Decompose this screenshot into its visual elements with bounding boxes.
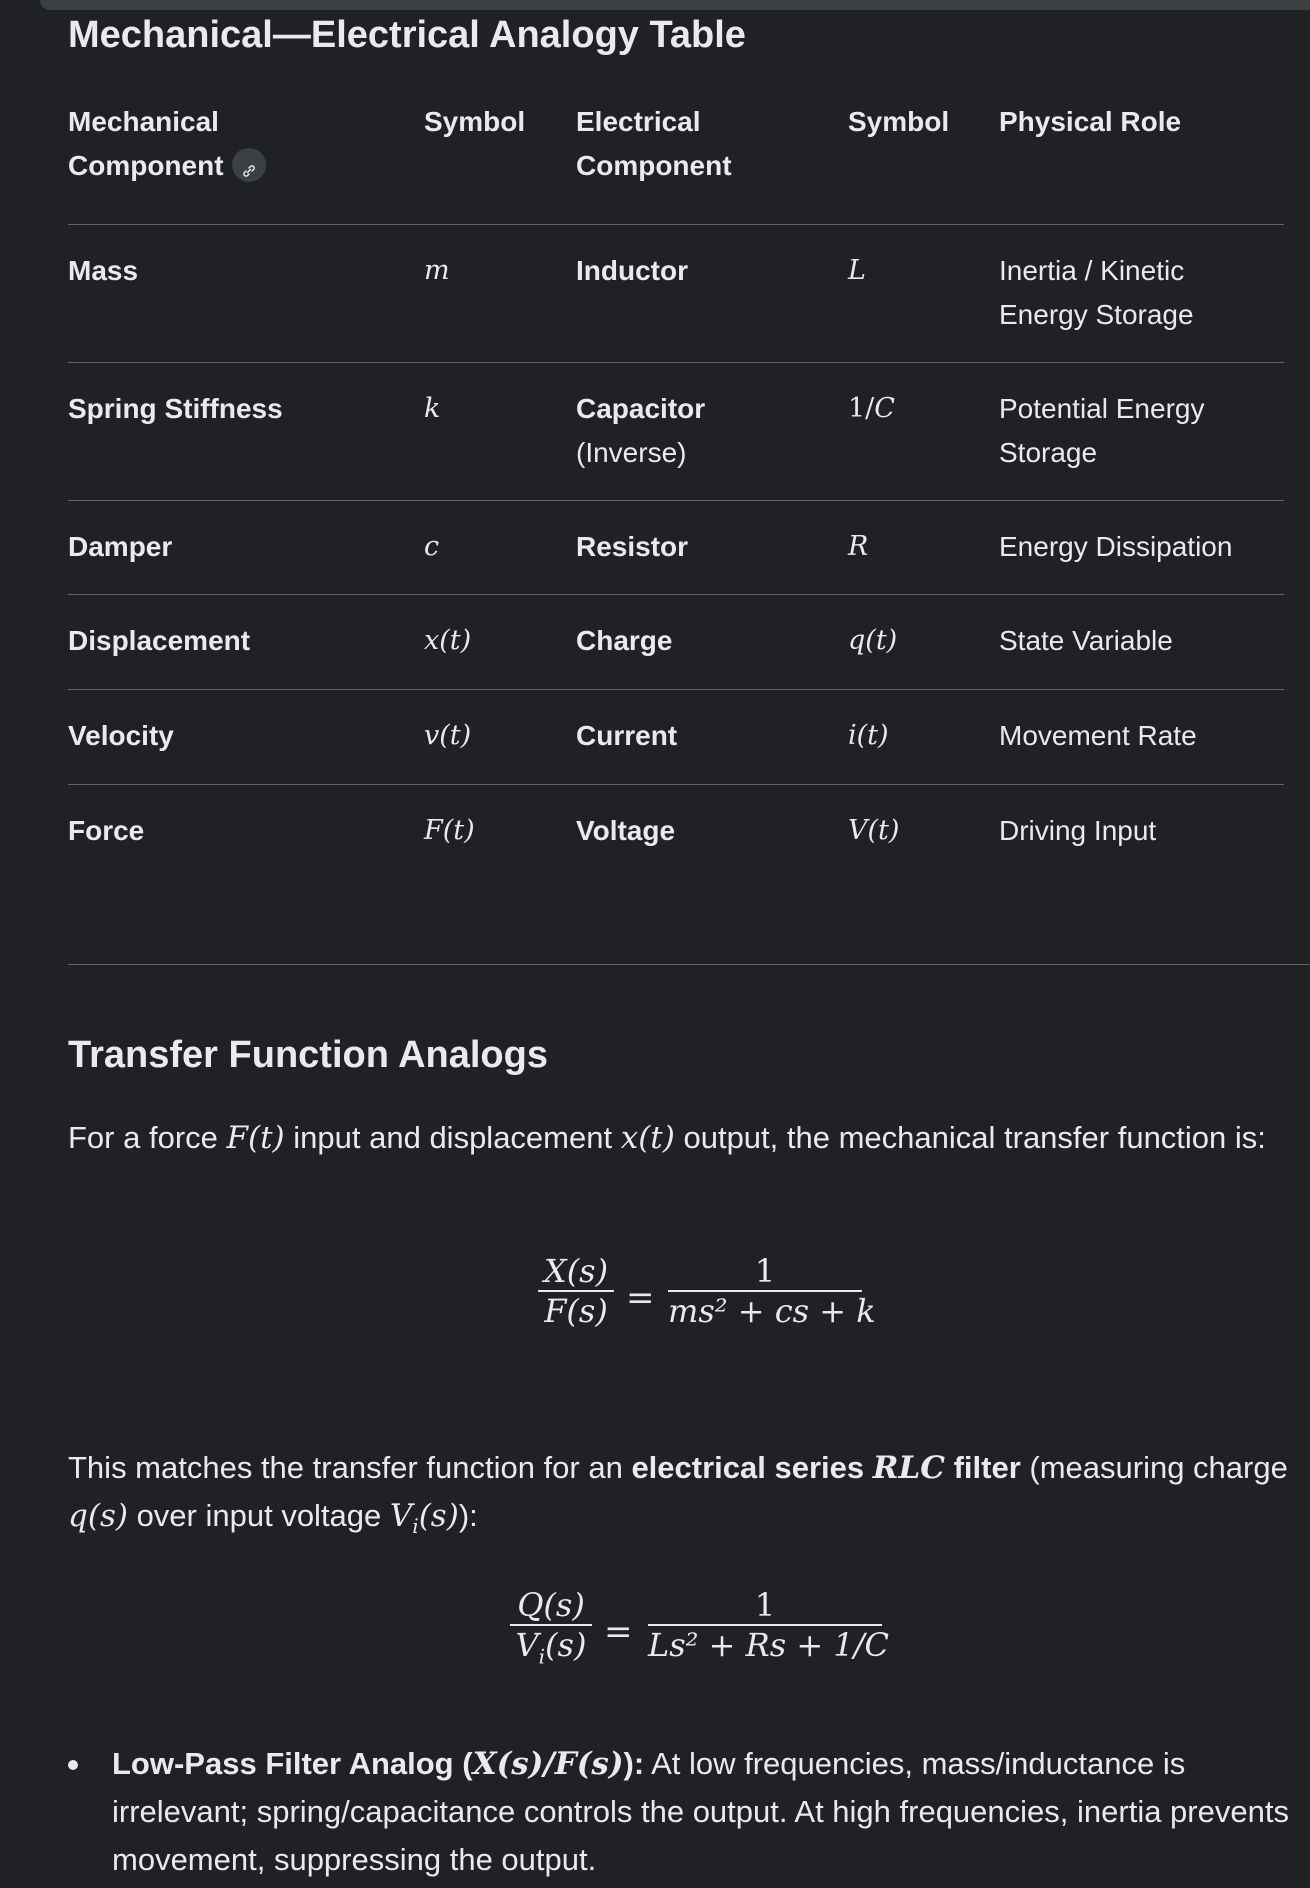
- fraction-rhs: [648, 1586, 889, 1664]
- header-symbol-electrical: Symbol: [848, 106, 950, 137]
- table-row: [68, 501, 1284, 595]
- list-item-text: [112, 1740, 1298, 1884]
- text: This matches the transfer function for an: [68, 1450, 632, 1485]
- text: output, the mechanical transfer function is:: [674, 1120, 1266, 1155]
- cell-elec-symbol: q(t): [848, 625, 898, 656]
- equation-mechanical-tf: [520, 1252, 880, 1352]
- electrical-name: Capacitor: [576, 393, 706, 424]
- bullet-dot: [68, 1760, 78, 1770]
- header-elec-line1: Electrical: [576, 106, 701, 137]
- fraction-rhs: [668, 1252, 876, 1330]
- fraction-lhs: [510, 1586, 592, 1668]
- table-row: [68, 785, 1284, 879]
- cell-mech-symbol: v(t): [424, 720, 472, 751]
- role-line2: Storage: [999, 437, 1098, 468]
- header-electrical-component: [576, 100, 826, 188]
- cell-mechanical: Mass: [68, 255, 139, 286]
- header-symbol-mechanical: Symbol: [424, 106, 526, 137]
- math-charge: q(s): [68, 1498, 128, 1534]
- cell-electrical: Voltage: [576, 815, 676, 846]
- link-icon[interactable]: [232, 148, 266, 182]
- text: over input voltage: [127, 1498, 390, 1533]
- equals-sign: =: [626, 1278, 655, 1318]
- math-force: F(t): [226, 1120, 285, 1156]
- paragraph-electrical-tf: [68, 1444, 1288, 1550]
- math-voltage: V: [515, 1626, 539, 1664]
- cell-elec-symbol: i(t): [848, 720, 889, 751]
- cell-mech-symbol: F(t): [424, 815, 475, 846]
- table-row: [68, 595, 1284, 690]
- math-subscript: i: [538, 1644, 546, 1669]
- role-line2: Energy Storage: [999, 299, 1194, 330]
- cell-role: Movement Rate: [999, 720, 1197, 751]
- rhs-numerator: 1: [754, 1252, 776, 1290]
- role-line1: Inertia / Kinetic: [999, 255, 1185, 286]
- cell-electrical: Current: [576, 720, 678, 751]
- text: For a force: [68, 1120, 227, 1155]
- math-ratio: X(s)/F(s): [472, 1746, 624, 1782]
- math-displacement: x(t): [620, 1120, 675, 1156]
- header-physical-role: Physical Role: [999, 106, 1182, 137]
- page-title: Mechanical—Electrical Analogy Table: [68, 14, 746, 56]
- bold-text: ):: [623, 1746, 645, 1781]
- cell-mechanical: Force: [68, 815, 145, 846]
- header-mechanical-component: [68, 100, 398, 188]
- cell-mech-symbol: x(t): [424, 625, 472, 656]
- table-row: [68, 225, 1284, 363]
- rhs-numerator: 1: [754, 1586, 776, 1624]
- lhs-denominator: F(s): [544, 1292, 608, 1330]
- text: ):: [458, 1498, 478, 1533]
- list-item: [68, 1740, 1298, 1884]
- text: (measuring charge: [1020, 1450, 1288, 1485]
- cell-elec-symbol: V(t): [848, 815, 900, 846]
- cell-elec-symbol: 1/C: [848, 393, 895, 424]
- cell-role: State Variable: [999, 625, 1173, 656]
- text: input and displacement: [284, 1120, 621, 1155]
- analogy-table: [68, 100, 1284, 879]
- cell-role: [999, 249, 1299, 337]
- rhs-denominator: Ls² + Rs + 1/C: [648, 1626, 889, 1664]
- electrical-sub: (Inverse): [576, 437, 687, 468]
- top-card-edge: [40, 0, 1310, 10]
- cell-mechanical: Damper: [68, 531, 173, 562]
- section-divider: [68, 964, 1310, 965]
- cell-role: Energy Dissipation: [999, 531, 1233, 562]
- bold-text: electrical series: [631, 1450, 873, 1485]
- cell-electrical: [576, 387, 826, 475]
- header-mech-line1: Mechanical: [68, 106, 219, 137]
- equation-electrical-tf: [500, 1586, 900, 1686]
- cell-mech-symbol: c: [424, 531, 440, 562]
- lhs-numerator: X(s): [543, 1252, 609, 1290]
- rhs-denominator: ms² + cs + k: [668, 1292, 876, 1330]
- table-row: [68, 363, 1284, 501]
- cell-role: Driving Input: [999, 815, 1157, 846]
- cell-mech-symbol: k: [424, 393, 441, 424]
- role-line1: Potential Energy: [999, 393, 1205, 424]
- cell-role: [999, 387, 1299, 475]
- lhs-denominator: [510, 1626, 592, 1668]
- paragraph-mechanical-tf: [68, 1114, 1308, 1162]
- cell-electrical: Resistor: [576, 531, 689, 562]
- header-elec-line2: Component: [576, 150, 732, 181]
- section-heading: Transfer Function Analogs: [68, 1034, 548, 1076]
- cell-mech-symbol: m: [424, 255, 450, 286]
- cell-mechanical: Velocity: [68, 720, 174, 751]
- math-rlc: RLC: [872, 1450, 945, 1486]
- cell-elec-symbol: L: [848, 255, 866, 286]
- cell-mechanical: Displacement: [68, 625, 251, 656]
- cell-elec-symbol: R: [848, 531, 869, 562]
- math-arg: (s): [545, 1626, 587, 1664]
- equals-sign: =: [604, 1612, 633, 1652]
- lhs-numerator: Q(s): [517, 1586, 585, 1624]
- header-mech-line2: Component: [68, 150, 224, 181]
- table-row: [68, 690, 1284, 785]
- math-voltage: V: [389, 1498, 413, 1534]
- math-arg: (s): [418, 1498, 459, 1534]
- text: At low frequencies, mass/inductance is irrelevant; spring/capacitance controls the output. At high frequencies, inertia prevents movement, suppressing the output.: [112, 1746, 1289, 1877]
- cell-electrical: Inductor: [576, 255, 688, 286]
- fraction-lhs: [538, 1252, 614, 1330]
- cell-electrical: Charge: [576, 625, 673, 656]
- bold-text: filter: [944, 1450, 1021, 1485]
- math-subscript: i: [412, 1514, 419, 1539]
- bold-text: Low-Pass Filter Analog (: [112, 1746, 473, 1781]
- cell-mechanical: Spring Stiffness: [68, 393, 283, 424]
- table-header-row: [68, 100, 1284, 225]
